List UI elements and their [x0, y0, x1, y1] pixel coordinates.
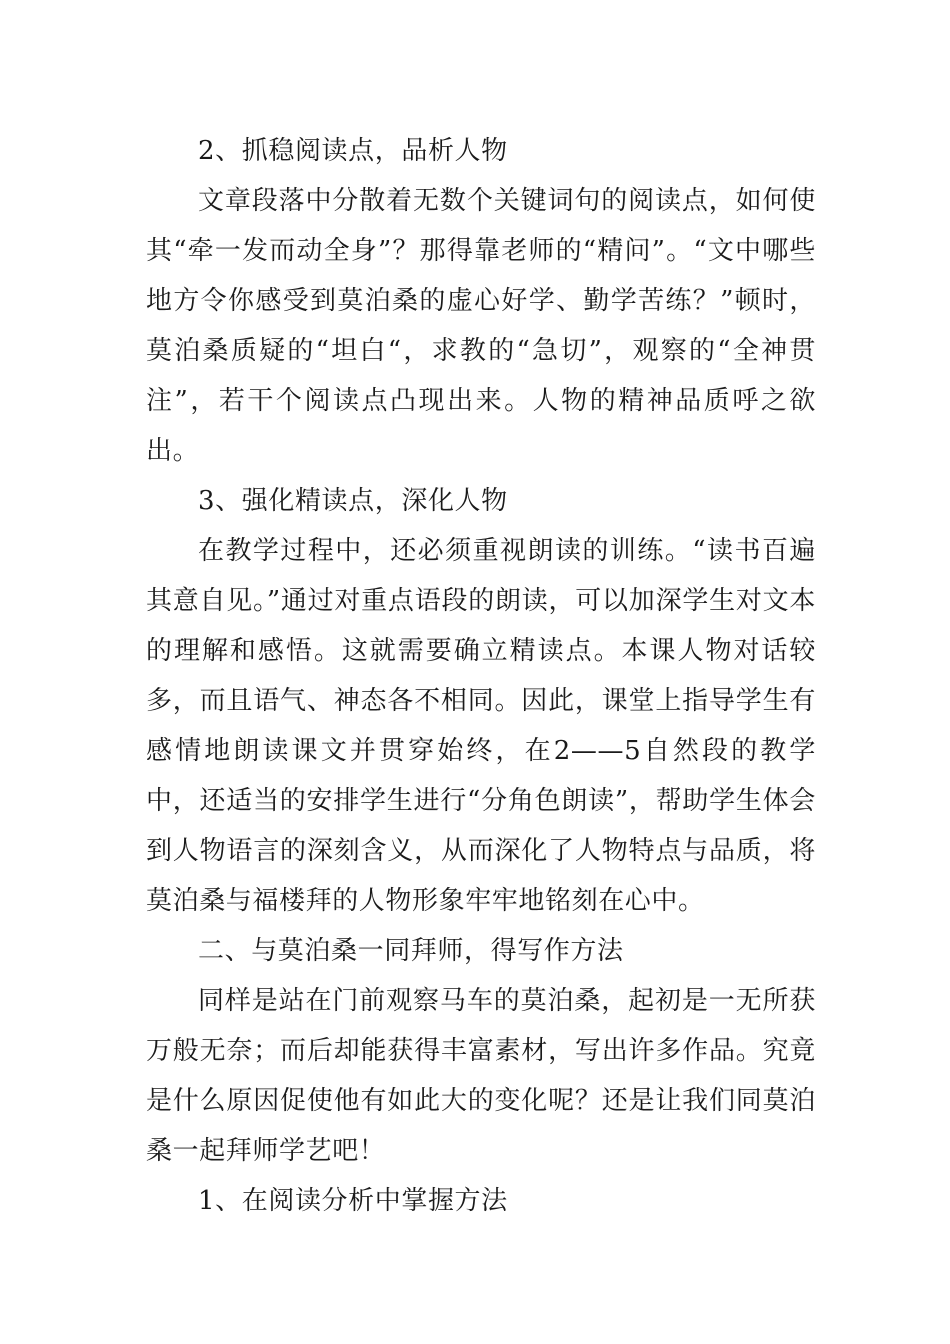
section-heading-writing-method: 二、与莫泊桑一同拜师，得写作方法: [198, 936, 624, 966]
section-heading-grasp-reading-points: 2、抓稳阅读点，品析人物: [198, 136, 508, 166]
paragraph-reading-points: 文章段落中分散着无数个关键词句的阅读点，如何使其“牵一发而动全身”？那得靠老师的“精问”。“文中哪些地方令你感受到莫泊桑的虚心好学、勤学苦练？”顿时，莫泊桑质疑的“坦白“，求教的“急切”，观察的“全神贯注”，若干个阅读点凸现出来。人物的精神品质呼之欲出。: [146, 186, 816, 466]
paragraph-learning-from-master: 同样是站在门前观察马车的莫泊桑，起初是一无所获万般无奈；而后却能获得丰富素材，写出许多作品。究竟是什么原因促使他有如此大的变化呢？还是让我们同莫泊桑一起拜师学艺吧！: [146, 986, 816, 1166]
section-heading-intensive-reading: 3、强化精读点，深化人物: [198, 486, 508, 516]
section-heading-analysis-method: 1、在阅读分析中掌握方法: [198, 1186, 508, 1216]
paragraph-reading-aloud: 在教学过程中，还必须重视朗读的训练。“读书百遍其意自见。”通过对重点语段的朗读，可以加深学生对文本的理解和感悟。这就需要确立精读点。本课人物对话较多，而且语气、神态各不相同。因此，课堂上指导学生有感情地朗读课文并贯穿始终，在2——5自然段的教学中，还适当的安排学生进行“分角色朗读”，帮助学生体会到人物语言的深刻含义，从而深化了人物特点与品质，将莫泊桑与福楼拜的人物形象牢牢地铭刻在心中。: [146, 536, 816, 916]
document-body: [146, 126, 816, 1226]
